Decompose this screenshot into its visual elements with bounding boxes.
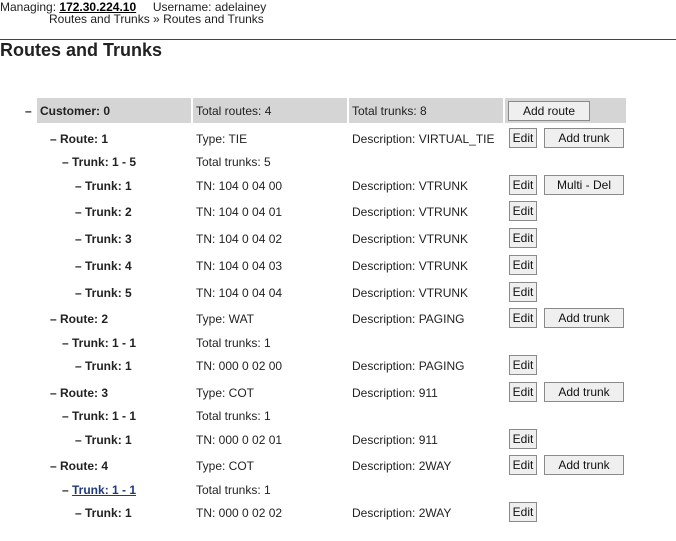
trunk-label xyxy=(75,205,132,219)
group-total-trunks: Total trunks: 1 xyxy=(196,336,271,350)
add-trunk-button[interactable]: Add trunk xyxy=(544,382,624,402)
route-type: Type: TIE xyxy=(196,132,248,146)
trunk-label xyxy=(75,179,132,193)
trunk-label xyxy=(75,232,132,246)
row-label-text: Trunk: 1 xyxy=(85,179,132,193)
trunk-tn: TN: 104 0 04 01 xyxy=(196,205,283,219)
route-type: Type: COT xyxy=(196,386,255,400)
add-trunk-button[interactable]: Add trunk xyxy=(544,308,624,328)
row-label-text[interactable]: Trunk: 1 - 1 xyxy=(72,483,137,497)
trunk-tn: TN: 104 0 04 04 xyxy=(196,286,283,300)
description: Description: VTRUNK xyxy=(352,259,469,273)
description: Description: 2WAY xyxy=(352,459,452,473)
add-trunk-button[interactable]: Add trunk xyxy=(544,455,624,475)
trunk-label xyxy=(75,506,132,520)
breadcrumb: Routes and Trunks » Routes and Trunks xyxy=(49,12,264,26)
multi-delete-button[interactable]: Multi - Del xyxy=(544,175,624,195)
trunk-tn: TN: 000 0 02 01 xyxy=(196,433,283,447)
row-label-text: Route: 2 xyxy=(60,312,109,326)
collapse-toggle[interactable]: – xyxy=(62,483,73,497)
edit-button[interactable]: Edit xyxy=(509,355,537,375)
route-label xyxy=(50,312,108,326)
collapse-toggle[interactable]: – xyxy=(62,155,73,169)
route-label xyxy=(50,459,108,473)
username-label: Username: adelainey xyxy=(152,0,267,14)
collapse-toggle: – xyxy=(75,506,86,520)
description: Description: VTRUNK xyxy=(352,179,469,193)
description: Description: VIRTUAL_TIE xyxy=(352,132,495,146)
row-label-text: Trunk: 1 - 1 xyxy=(72,336,137,350)
row-label-text: Trunk: 1 xyxy=(85,506,132,520)
edit-button[interactable]: Edit xyxy=(509,455,537,475)
group-total-trunks: Total trunks: 1 xyxy=(196,409,271,423)
trunk-label xyxy=(75,359,132,373)
row-label-text: Route: 3 xyxy=(60,386,109,400)
collapse-toggle: – xyxy=(75,359,86,373)
customer-label: Customer: 0 xyxy=(40,104,111,118)
edit-button[interactable]: Edit xyxy=(509,282,537,302)
collapse-toggle: – xyxy=(75,286,86,300)
collapse-toggle[interactable]: – xyxy=(50,132,61,146)
collapse-toggle: – xyxy=(75,259,86,273)
description: Description: VTRUNK xyxy=(352,205,469,219)
collapse-toggle[interactable]: – xyxy=(62,409,73,423)
trunk-label xyxy=(75,433,132,447)
trunk-tn: TN: 104 0 04 02 xyxy=(196,232,283,246)
collapse-toggle[interactable]: – xyxy=(50,386,61,400)
managing-ip-link[interactable]: 172.30.224.10 xyxy=(59,0,137,14)
edit-button[interactable]: Edit xyxy=(509,228,537,248)
group-total-trunks: Total trunks: 5 xyxy=(196,155,271,169)
collapse-toggle: – xyxy=(75,433,86,447)
route-type: Type: WAT xyxy=(196,312,255,326)
edit-button[interactable]: Edit xyxy=(509,128,537,148)
add-route-button[interactable]: Add route xyxy=(508,101,590,121)
total-trunks: Total trunks: 8 xyxy=(352,104,427,118)
route-label xyxy=(50,386,108,400)
trunk-group-label[interactable] xyxy=(62,483,136,497)
row-label-text: Trunk: 1 xyxy=(85,433,132,447)
edit-button[interactable]: Edit xyxy=(509,255,537,275)
description: Description: PAGING xyxy=(352,312,465,326)
collapse-toggle: – xyxy=(75,179,86,193)
collapse-toggle[interactable]: – xyxy=(62,336,73,350)
trunk-group-label xyxy=(62,409,136,423)
row-label-text: Trunk: 5 xyxy=(85,286,132,300)
collapse-toggle: – xyxy=(75,205,86,219)
row-label-text: Trunk: 1 xyxy=(85,359,132,373)
edit-button[interactable]: Edit xyxy=(509,429,537,449)
trunk-label xyxy=(75,286,132,300)
edit-button[interactable]: Edit xyxy=(509,201,537,221)
row-label-text: Trunk: 1 - 5 xyxy=(72,155,137,169)
route-type: Type: COT xyxy=(196,459,255,473)
trunk-tn: TN: 104 0 04 00 xyxy=(196,179,283,193)
trunk-tn: TN: 000 0 02 00 xyxy=(196,359,283,373)
edit-button[interactable]: Edit xyxy=(509,308,537,328)
edit-button[interactable]: Edit xyxy=(509,502,537,522)
route-label xyxy=(50,132,108,146)
total-routes: Total routes: 4 xyxy=(196,104,272,118)
row-label-text: Trunk: 1 - 1 xyxy=(72,409,137,423)
description: Description: PAGING xyxy=(352,359,465,373)
description: Description: VTRUNK xyxy=(352,286,469,300)
trunk-tn: TN: 000 0 02 02 xyxy=(196,506,283,520)
description: Description: 2WAY xyxy=(352,506,452,520)
add-trunk-button[interactable]: Add trunk xyxy=(544,128,624,148)
description: Description: 911 xyxy=(352,433,438,447)
trunk-group-label xyxy=(62,336,136,350)
collapse-toggle[interactable]: – xyxy=(50,312,61,326)
page-title: Routes and Trunks xyxy=(0,40,163,60)
row-label-text: Trunk: 2 xyxy=(85,205,132,219)
group-total-trunks: Total trunks: 1 xyxy=(196,483,271,497)
edit-button[interactable]: Edit xyxy=(509,175,537,195)
collapse-toggle[interactable]: – xyxy=(50,459,61,473)
trunk-label xyxy=(75,259,132,273)
managing-label: Managing: xyxy=(0,0,57,14)
customer-collapse-toggle[interactable]: – xyxy=(25,104,32,118)
row-label-text: Route: 4 xyxy=(60,459,109,473)
description: Description: VTRUNK xyxy=(352,232,469,246)
row-label-text: Route: 1 xyxy=(60,132,109,146)
row-label-text: Trunk: 4 xyxy=(85,259,132,273)
row-label-text: Trunk: 3 xyxy=(85,232,132,246)
description: Description: 911 xyxy=(352,386,438,400)
trunk-tn: TN: 104 0 04 03 xyxy=(196,259,283,273)
edit-button[interactable]: Edit xyxy=(509,382,537,402)
collapse-toggle: – xyxy=(75,232,86,246)
trunk-group-label xyxy=(62,155,136,169)
